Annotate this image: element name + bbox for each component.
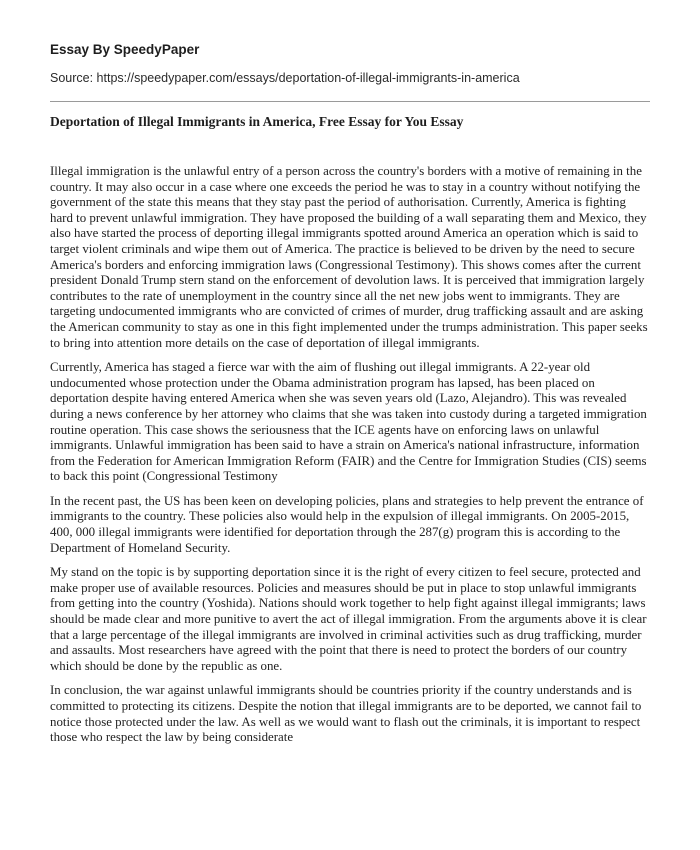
paragraph-2: Currently, America has staged a fierce war with the aim of flushing out illegal immigrants. A 22-year old undocumented whose protection under the Obama administration program has lapsed, has been placed on deportation despite having entered America when she was seven years old (Lazo, Alejandro). This was revealed during a news conference by her attorney who claims that she was taken into custody during a targeted immigration routine operation. This case shows the seriousness that the ICE agents have on enforcing laws on unlawful immigrants. Unlawful immigration has been said to have a strain on America's national infrastructure, information from the Federation for American Immigration Reform (FAIR) and the Centre for Immigration Studies (CIS) seems to back this point (Congressional Testimony	[50, 360, 647, 484]
paragraph-5: In conclusion, the war against unlawful immigrants should be countries priority if the country understands and is committed to protecting its citizens. Despite the notion that illegal immigrants are to be deported, we cannot fail to notice those protected under the law. As well as we would want to flash out the criminals, it is important to respect those who respect the law by being considerate	[50, 683, 642, 745]
essay-body	[50, 164, 650, 746]
source-line: Source: https://speedypaper.com/essays/deportation-of-illegal-immigrants-in-america	[50, 71, 520, 85]
header-divider	[50, 101, 650, 102]
document-title: Deportation of Illegal Immigrants in America, Free Essay for You Essay	[50, 114, 464, 129]
paragraph-1: Illegal immigration is the unlawful entry of a person across the country's borders with a motive of remaining in the country. It may also occur in a case where one exceeds the period he was to stay in a country without notifying the government of the state this means that they stay past the period of authorisation. Currently, America is fighting hard to prevent unlawful immigration. They have proposed the building of a wall separating them and Mexico, they also have started the process of deporting illegal immigrants spotted around America an operation which is said to target violent criminals and wipe them out of America. The practice is believed to be driven by the need to secure America's borders and enforcing immigration laws (Congressional Testimony). This shows comes after the current president Donald Trump stern stand on the enforcement of devolution laws. It is perceived that immigration largely contributes to the rate of unemployment in the country since all the net new jobs went to immigrants. They are targeting undocumented immigrants who are convicted of crimes of murder, drug trafficking assault and are asking the American community to stay as one in this fight implemented under the trumps administration. This paper seeks to bring into attention more details on the case of deportation of illegal immigrants.	[50, 164, 648, 350]
paragraph-4: My stand on the topic is by supporting deportation since it is the right of every citizen to feel secure, protected and make proper use of available resources. Policies and measures should be put in place to stop unlawful immigrants from getting into the country (Yoshida). Nations should work together to help fight against illegal immigrants; laws should be made clear and more punitive to avert the act of illegal immigration. From the arguments above it is clear that a large percentage of the illegal immigrants are involved in criminal activities such as drug trafficking, murder and assaults. Most researchers have agreed with the point that there is need to protect the borders of our country which should be done by the republic as one.	[50, 565, 647, 673]
paragraph-3: In the recent past, the US has been keen on developing policies, plans and strategies to help prevent the entrance of immigrants to the country. These policies also would help in the expulsion of illegal immigrants. On 2005-2015, 400, 000 illegal immigrants were identified for deportation through the 287(g) program this is according to the Department of Homeland Security.	[50, 493, 644, 555]
site-header: Essay By SpeedyPaper	[50, 42, 200, 57]
